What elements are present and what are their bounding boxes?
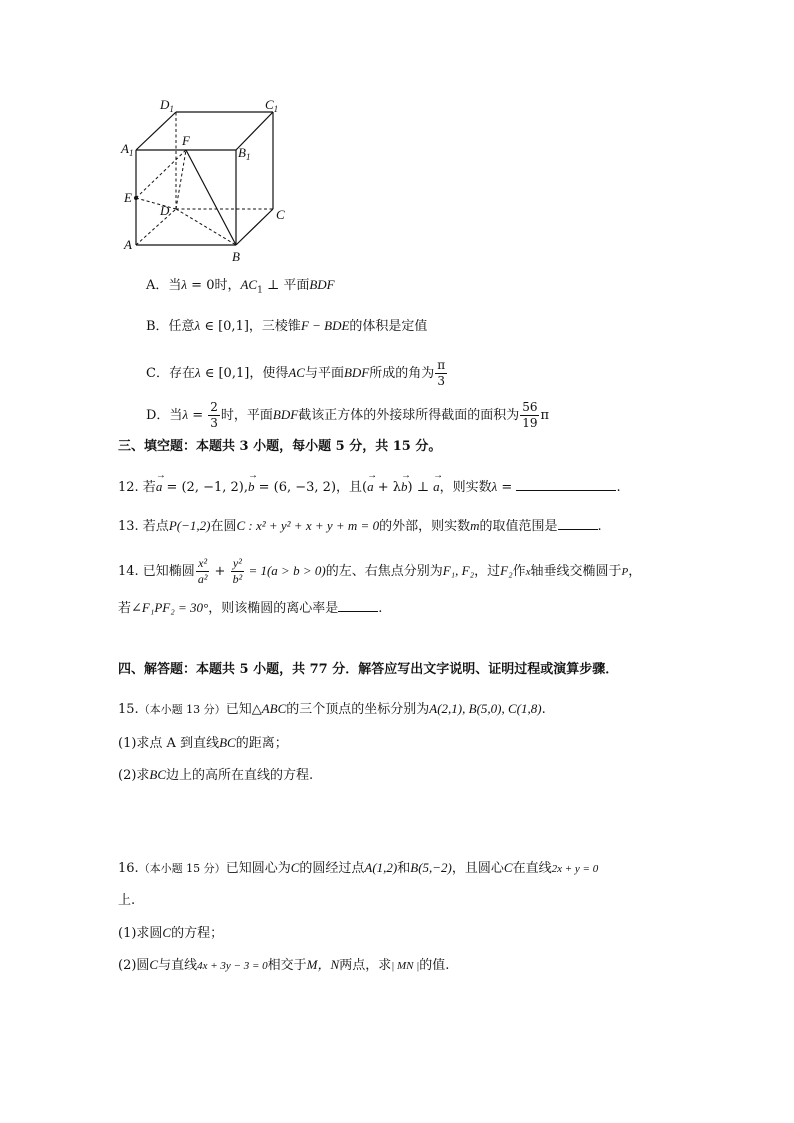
label-b: B bbox=[232, 249, 240, 264]
hidden-segment-e-f bbox=[136, 150, 186, 198]
section-3-heading: 三、填空题：本题共 3 小题，每小题 5 分，共 15 分。 bbox=[118, 439, 442, 454]
fraction-56-over-19: $\frac{56}{19}$ bbox=[522, 400, 538, 430]
option-c: C．存在λ ∈ [0,1]，使得AC与平面BDF所成的角为 $\frac{\pi}{3}$ bbox=[146, 358, 446, 388]
answer-blank-13[interactable] bbox=[558, 515, 598, 530]
label-c1: $C_1$ bbox=[265, 97, 279, 114]
edge-a1-d1 bbox=[136, 112, 176, 150]
hidden-edge-a-d bbox=[136, 209, 176, 245]
answer-blank-14[interactable] bbox=[338, 597, 378, 612]
cube-figure bbox=[120, 95, 300, 265]
fraction-2-over-3: $\frac{2}{3}$ bbox=[210, 400, 218, 430]
segment-f-b bbox=[186, 150, 236, 245]
fraction-x2-over-a2: $\frac{\text{x²}}{\text{a²}}$ bbox=[197, 556, 208, 586]
label-e: E bbox=[124, 190, 132, 205]
hidden-segment-e-d bbox=[136, 198, 176, 209]
label-b1: $B_1$ bbox=[238, 145, 251, 162]
label-d: D bbox=[160, 203, 170, 218]
question-16-continuation: 上. bbox=[118, 893, 136, 908]
question-13: 13. 若点P(−1,2)在圆C : x² + y² + x + y + m = 0的外部，则实数m的取值范围是 . bbox=[118, 515, 602, 537]
question-16-part-1: (1)求圆C的方程； bbox=[118, 925, 224, 941]
question-14: 14. 已知椭圆 $\frac{\text{x²}}{\text{a²}}$ + $\frac{\text{y²}}{\text{b²}}$ = 1(a > b > 0)的左、右焦点分别为F₁, F₂，过F₂作x轴垂线交椭圆于P， bbox=[118, 556, 642, 586]
label-c: C bbox=[276, 207, 285, 222]
option-b: B．任意λ ∈ [0,1]，三棱锥F − BDE的体积是定值 bbox=[146, 318, 428, 334]
question-16: 16.（本小题 15 分）已知圆心为C的圆经过点A(1,2)和B(5,−2)，且圆心C在直线2x + y = 0 bbox=[118, 860, 599, 876]
label-d1: $D_1$ bbox=[160, 97, 174, 114]
question-15-part-2: (2)求BC边上的高所在直线的方程. bbox=[118, 767, 314, 783]
fraction-pi-over-3: $\frac{\pi}{3}$ bbox=[437, 358, 446, 388]
question-16-part-2: (2)圆C与直线4x + 3y − 3 = 0相交于M，N两点，求| MN |的值. bbox=[118, 957, 450, 973]
edge-b-c bbox=[236, 209, 273, 245]
section-4-heading: 四、解答题：本题共 5 小题，共 77 分．解答应写出文字说明、证明过程或演算步骤． bbox=[118, 662, 619, 677]
answer-blank-12[interactable] bbox=[516, 476, 616, 491]
question-14-line-2: 若∠F₁PF₂ = 30°，则该椭圆的离心率是 . bbox=[118, 597, 382, 619]
question-15: 15.（本小题 13 分）已知△ABC的三个顶点的坐标分别为A(2,1), B(5,0), C(1,8). bbox=[118, 701, 546, 717]
question-12: 12. 若→ a = (2, −1, 2),→ b = (6, −3, 2)，且(→ a + λ→ b) ⊥ → a，则实数λ = . bbox=[118, 476, 621, 498]
label-a1: $A_1$ bbox=[121, 141, 134, 158]
label-f: F bbox=[182, 133, 190, 148]
point-e-dot bbox=[134, 196, 138, 200]
fraction-y2-over-b2: $\frac{\text{y²}}{\text{b²}}$ bbox=[232, 556, 243, 586]
option-d: D．当λ = $\frac{2}{3}$ 时，平面BDF截该正方体的外接球所得截面的面积为 $\frac{56}{19}$ π bbox=[146, 400, 550, 430]
label-a: A bbox=[124, 237, 132, 252]
question-15-part-1: (1)求点 A 到直线BC的距离； bbox=[118, 735, 288, 751]
option-a: A．当λ = 0时，$AC_1$ ⊥ 平面BDF bbox=[146, 277, 335, 296]
